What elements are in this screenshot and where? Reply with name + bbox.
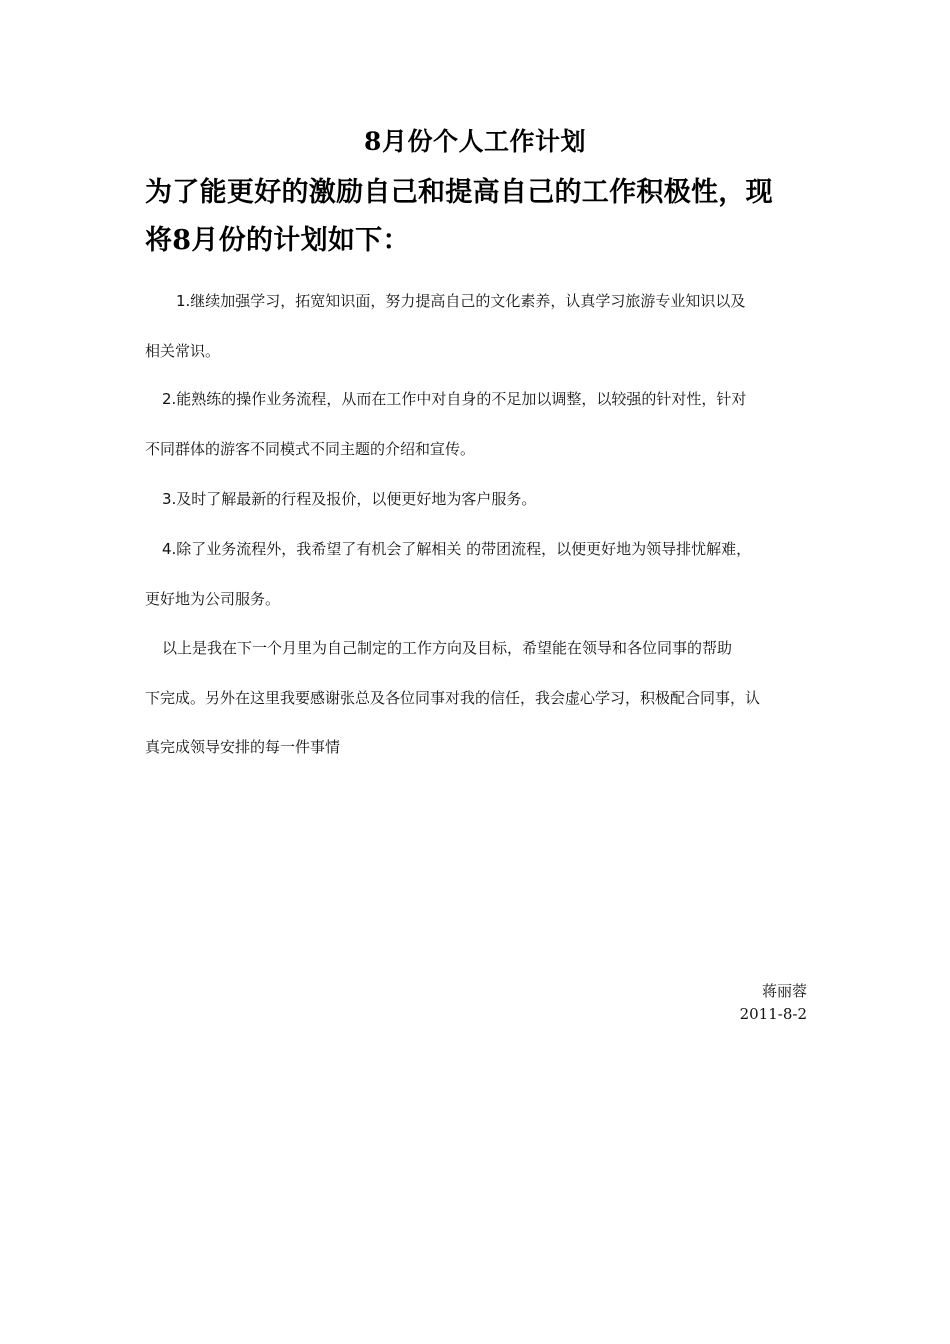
signature-name: 蒋丽蓉	[761, 982, 807, 1000]
item-1-line-1: 1.继续加强学习，拓宽知识面，努力提高自己的文化素养，认真学习旅游专业知识以及	[176, 292, 746, 310]
item-4-line-1: 4.除了业务流程外，我希望了有机会了解相关 的带团流程，以便更好地为领导排忧解难，	[162, 540, 752, 558]
closing-line-1: 以上是我在下一个月里为自己制定的工作方向及目标，希望能在领导和各位同事的帮助	[162, 639, 733, 657]
item-2-line-2: 不同群体的游客不同模式不同主题的介绍和宣传。	[145, 440, 476, 458]
signature-date: 2011-8-2	[739, 1005, 807, 1023]
item-3-line-1: 3.及时了解最新的行程及报价，以便更好地为客户服务。	[162, 490, 537, 508]
closing-line-3: 真完成领导安排的每一件事情	[145, 738, 341, 756]
item-4-line-2: 更好地为公司服务。	[145, 590, 281, 608]
intro-line-1: 为了能更好的激励自己和提高自己的工作积极性，现	[145, 177, 773, 208]
item-1-line-2: 相关常识。	[145, 342, 221, 360]
intro-line-2: 将8月份的计划如下：	[145, 225, 410, 256]
item-2-line-1: 2.能熟练的操作业务流程，从而在工作中对自身的不足加以调整，以较强的针对性，针对	[162, 390, 747, 408]
closing-line-2: 下完成。另外在这里我要感谢张总及各位同事对我的信任，我会虚心学习，积极配合同事，认	[145, 689, 761, 707]
document-title: 8月份个人工作计划	[364, 127, 586, 156]
